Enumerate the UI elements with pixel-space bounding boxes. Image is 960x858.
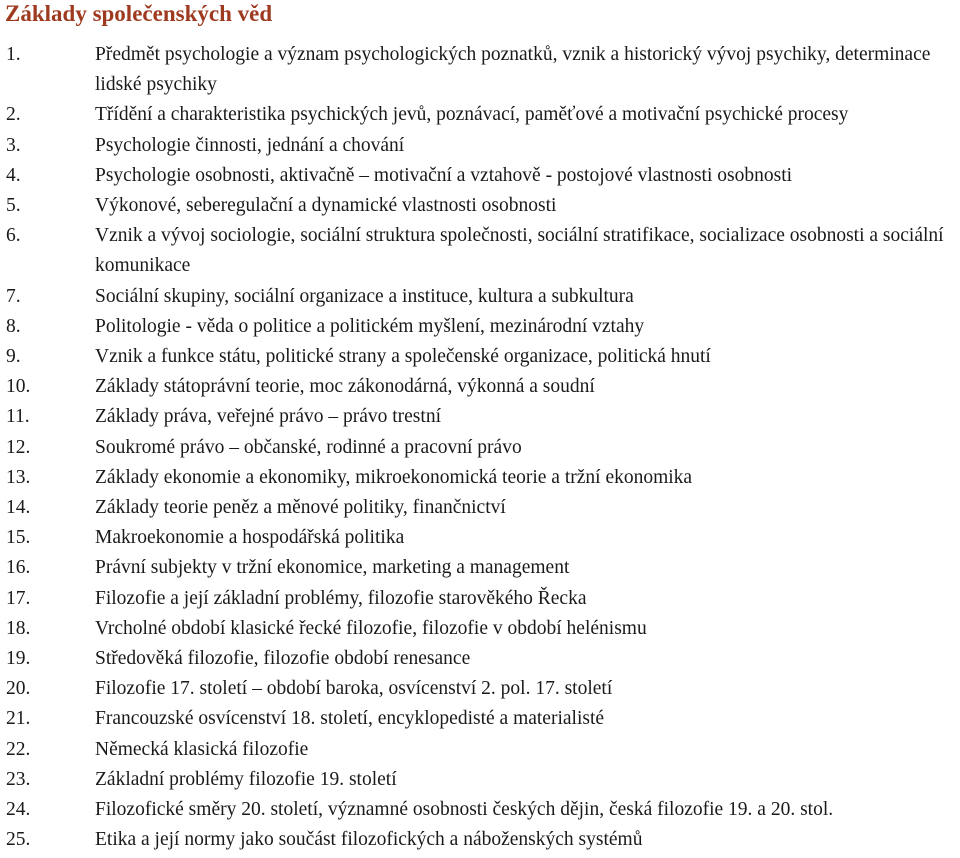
list-item [0,704,960,734]
item-text: Filozofické směry 20. století, významné osobnosti českých dějin, česká filozofie 19. a 20. stol. [95,799,834,821]
item-number: 2. [6,104,21,126]
item-text: Francouzské osvícenství 18. století, encyklopedisté a materialisté [95,708,605,730]
item-text: Základní problémy filozofie 19. století [95,768,397,790]
item-text: Sociální skupiny, sociální organizace a instituce, kultura a subkultura [95,285,634,307]
list-item [0,463,960,493]
list-item [0,312,960,342]
item-text: Třídění a charakteristika psychických jevů, poznávací, paměťové a motivační psychické procesy [95,104,849,126]
item-text: Politologie - věda o politice a politickém myšlení, mezinárodní vztahy [95,315,645,337]
list-item [0,493,960,523]
list-item [0,221,960,281]
item-text: Základy práva, veřejné právo – právo trestní [95,406,441,428]
item-text: Základy státoprávní teorie, moc zákonodárná, výkonná a soudní [95,376,595,398]
list-item [0,100,960,130]
item-number: 16. [6,557,31,579]
list-item [0,40,960,100]
item-number: 19. [6,648,31,670]
list-item [0,795,960,825]
item-number: 3. [6,134,21,156]
item-text: Psychologie činnosti, jednání a chování [95,134,405,156]
list-item [0,735,960,765]
item-number: 21. [6,708,31,730]
item-number: 6. [6,225,21,247]
item-number: 13. [6,466,31,488]
item-number: 4. [6,164,21,186]
list-item [0,614,960,644]
item-text: Vznik a funkce státu, politické strany a společenské organizace, politická hnutí [95,346,711,368]
item-text: Etika a její normy jako součást filozofických a náboženských systémů [95,829,643,851]
item-text: Výkonové, seberegulační a dynamické vlastnosti osobnosti [95,195,557,217]
item-number: 17. [6,587,31,609]
item-number: 11. [6,406,30,428]
item-number: 12. [6,436,31,458]
item-number: 24. [6,799,31,821]
item-text: Předmět psychologie a význam psychologických poznatků, vznik a historický vývoj psychiky, determinace lidské psychiky [95,44,931,96]
list-item [0,825,960,855]
item-number: 10. [6,376,31,398]
item-text: Základy teorie peněz a měnové politiky, finančnictví [95,497,506,519]
item-number: 7. [6,285,21,307]
item-number: 23. [6,768,31,790]
item-number: 18. [6,617,31,639]
item-number: 14. [6,497,31,519]
list-item [0,644,960,674]
list-item [0,402,960,432]
list-item [0,523,960,553]
item-text: Vznik a vývoj sociologie, sociální struktura společnosti, sociální stratifikace, socializace osobnosti a sociální komunikace [95,225,944,277]
list-item [0,765,960,795]
item-text: Makroekonomie a hospodářská politika [95,527,405,549]
list-item [0,131,960,161]
item-text: Soukromé právo – občanské, rodinné a pracovní právo [95,436,522,458]
item-number: 22. [6,738,31,760]
topic-list [0,40,960,855]
list-item [0,372,960,402]
list-item [0,161,960,191]
item-text: Psychologie osobnosti, aktivačně – motivační a vztahově - postojové vlastnosti osobnosti [95,164,793,186]
list-item [0,553,960,583]
document-title: Základy společenských věd [5,1,273,26]
item-number: 25. [6,829,31,851]
item-text: Filozofie 17. století – období baroka, osvícenství 2. pol. 17. století [95,678,613,700]
item-number: 20. [6,678,31,700]
item-text: Středověká filozofie, filozofie období renesance [95,648,471,670]
item-number: 5. [6,195,21,217]
list-item [0,191,960,221]
item-number: 8. [6,315,21,337]
item-number: 9. [6,346,21,368]
item-text: Filozofie a její základní problémy, filozofie starověkého Řecka [95,587,587,609]
item-number: 15. [6,527,31,549]
list-item [0,342,960,372]
item-text: Německá klasická filozofie [95,738,309,760]
list-item [0,433,960,463]
list-item [0,282,960,312]
list-item [0,584,960,614]
item-text: Vrcholné období klasické řecké filozofie, filozofie v období helénismu [95,617,647,639]
item-number: 1. [6,44,21,65]
list-item [0,674,960,704]
item-text: Právní subjekty v tržní ekonomice, marketing a management [95,557,570,579]
item-text: Základy ekonomie a ekonomiky, mikroekonomická teorie a tržní ekonomika [95,466,693,488]
